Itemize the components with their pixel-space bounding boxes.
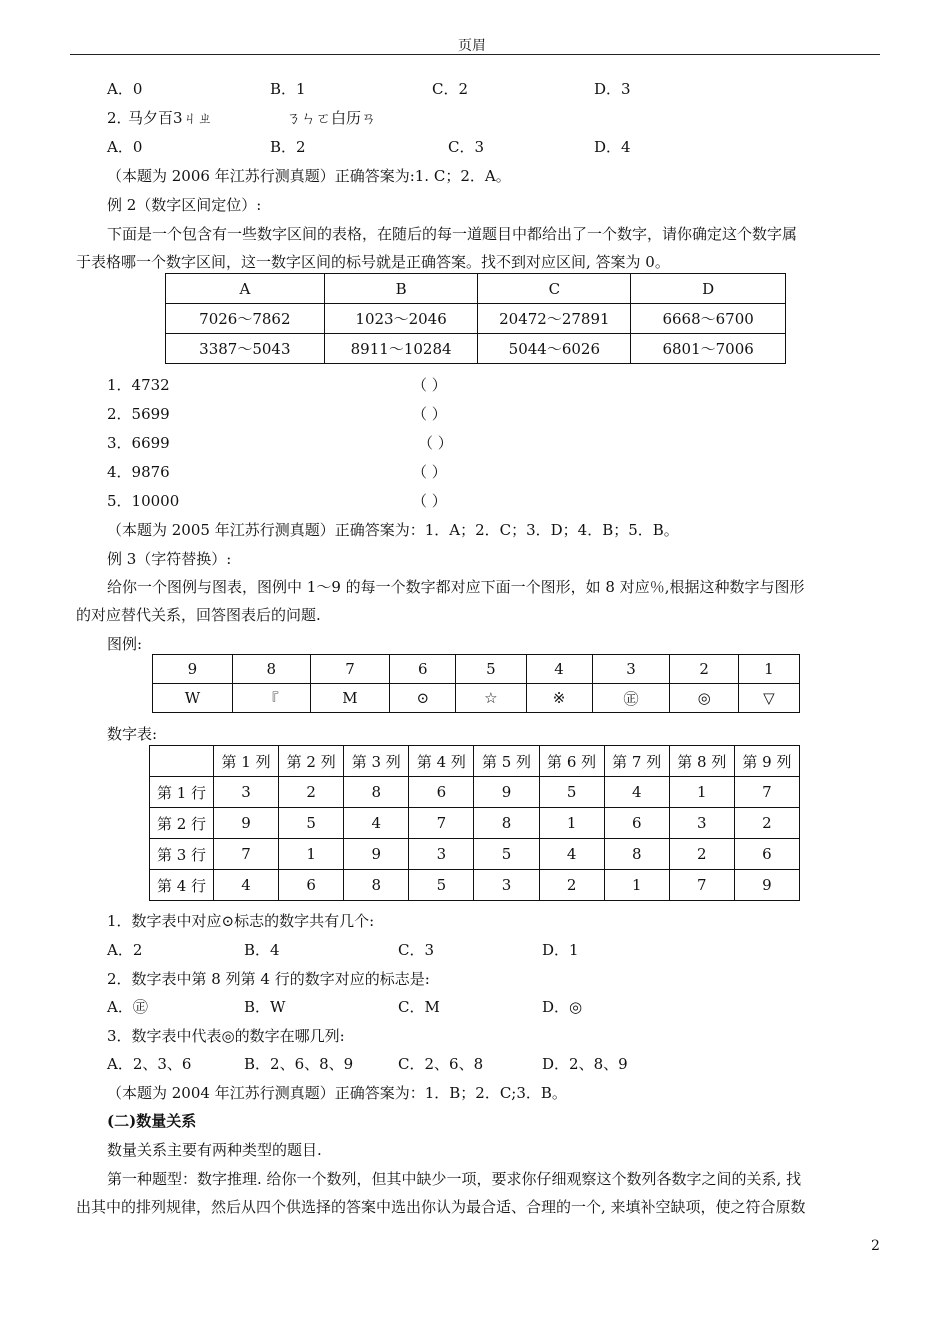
column-header: 第 3 列 xyxy=(344,746,409,777)
table-cell: 7 xyxy=(669,870,734,901)
example-3-para-line1: 给你一个图例与图表，图例中 1～9 的每一个数字都对应下面一个图形，如 8 对应％,根据这种数字与图形 xyxy=(107,578,805,596)
legend-digits-row xyxy=(153,655,800,684)
answer-2004: （本题为 2004 年江苏行测真题）正确答案为：1．B；2．C;3．B。 xyxy=(107,1084,567,1102)
q1-option-c: C．2 xyxy=(432,80,469,98)
table-row xyxy=(150,808,800,839)
table-cell: 7 xyxy=(734,777,799,808)
legend-digit: 3 xyxy=(592,655,670,684)
table-cell: 7 xyxy=(409,808,474,839)
example-3-question-2: 2．数字表中第 8 列第 4 行的数字对应的标志是: xyxy=(107,970,430,988)
table-cell: 1 xyxy=(539,808,604,839)
answer-blank[interactable]: （ ） xyxy=(412,463,447,481)
q2-option-d: D．4 xyxy=(594,138,631,156)
answer-blank[interactable]: （ ） xyxy=(412,376,447,394)
row-header: 第 3 行 xyxy=(150,839,214,870)
table-cell: 8 xyxy=(474,808,539,839)
table-row xyxy=(150,777,800,808)
example-3-para-line2: 的对应替代关系，回答图表后的问题. xyxy=(76,606,321,624)
legend-digit: 9 xyxy=(153,655,233,684)
example-3-title: 例 3（字符替换）: xyxy=(107,550,232,568)
table-cell: 5 xyxy=(539,777,604,808)
page-number: 2 xyxy=(871,1238,880,1254)
range-header-b: B xyxy=(324,274,478,304)
section-para-line2: 出其中的排列规律，然后从四个供选择的答案中选出你认为最合适、合理的一个, 来填补空缺项，使之符合原数 xyxy=(76,1198,806,1216)
legend-symbol: 『 xyxy=(232,684,310,713)
answer-blank[interactable]: （ ） xyxy=(412,405,447,423)
table-cell: 6 xyxy=(604,808,669,839)
answer-2006: （本题为 2006 年江苏行测真题）正确答案为:1. C；2．A。 xyxy=(107,167,511,185)
legend-symbol: ▽ xyxy=(738,684,799,713)
example-3-question-1: 1．数字表中对应⊙标志的数字共有几个: xyxy=(107,912,375,930)
ex3-q2-option-c: C．M xyxy=(398,998,440,1016)
q1-option-d: D．3 xyxy=(594,80,631,98)
table-cell: 2 xyxy=(279,777,344,808)
table-row xyxy=(150,870,800,901)
row-header: 第 4 行 xyxy=(150,870,214,901)
range-cell: 20472～27891 xyxy=(478,304,631,334)
ex3-q2-option-b: B．W xyxy=(244,998,286,1016)
ex3-q2-option-d: D．◎ xyxy=(542,998,583,1016)
q1-option-a: A．0 xyxy=(107,80,143,98)
column-header: 第 4 列 xyxy=(409,746,474,777)
table-cell: 9 xyxy=(474,777,539,808)
q2-left-text: 马夕百3ㄐㄓ xyxy=(128,109,213,127)
column-header: 第 1 列 xyxy=(214,746,279,777)
range-header-a: A xyxy=(166,274,325,304)
table-cell: 7 xyxy=(214,839,279,870)
table-cell: 8 xyxy=(344,870,409,901)
list-item: 1．4732 xyxy=(107,376,170,394)
table-cell: 4 xyxy=(344,808,409,839)
ex3-q3-option-a: A．2、3、6 xyxy=(107,1055,192,1073)
table-row xyxy=(150,839,800,870)
column-header: 第 7 列 xyxy=(604,746,669,777)
row-header: 第 1 行 xyxy=(150,777,214,808)
legend-symbol: ◎ xyxy=(670,684,739,713)
column-header: 第 9 列 xyxy=(734,746,799,777)
legend-digit: 5 xyxy=(456,655,526,684)
table-cell: 8 xyxy=(344,777,409,808)
legend-digit: 4 xyxy=(526,655,592,684)
ex3-q2-option-a: A．㊣ xyxy=(107,998,148,1016)
legend-digit: 7 xyxy=(310,655,390,684)
table-row xyxy=(166,304,786,334)
table-cell: 5 xyxy=(279,808,344,839)
header-rule xyxy=(70,54,880,55)
range-cell: 8911～10284 xyxy=(324,334,478,364)
table-cell: 3 xyxy=(214,777,279,808)
table-cell: 6 xyxy=(279,870,344,901)
table-cell: 3 xyxy=(474,870,539,901)
table-cell: 2 xyxy=(734,808,799,839)
q2-option-c: C．3 xyxy=(448,138,485,156)
legend-symbol: W xyxy=(153,684,233,713)
q2-option-a: A．0 xyxy=(107,138,143,156)
section-intro: 数量关系主要有两种类型的题目. xyxy=(107,1141,322,1159)
column-header: 第 5 列 xyxy=(474,746,539,777)
range-cell: 5044～6026 xyxy=(478,334,631,364)
legend-symbols-row xyxy=(153,684,800,713)
table-cell: 8 xyxy=(604,839,669,870)
legend-symbol: M xyxy=(310,684,390,713)
list-item: 2．5699 xyxy=(107,405,170,423)
number-table-corner xyxy=(150,746,214,777)
number-table-header-row xyxy=(150,746,800,777)
q2-number: 2． xyxy=(107,109,132,127)
example-2-para-line1: 下面是一个包含有一些数字区间的表格，在随后的每一道题目中都给出了一个数字，请你确定这个数字属 xyxy=(107,225,798,243)
table-cell: 3 xyxy=(409,839,474,870)
table-cell: 4 xyxy=(539,839,604,870)
legend-symbol: ㊣ xyxy=(592,684,670,713)
table-row xyxy=(166,334,786,364)
range-cell: 6801～7006 xyxy=(631,334,786,364)
legend-digit: 2 xyxy=(670,655,739,684)
row-header: 第 2 行 xyxy=(150,808,214,839)
range-cell: 1023～2046 xyxy=(324,304,478,334)
number-table-label: 数字表: xyxy=(107,725,158,743)
column-header: 第 2 列 xyxy=(279,746,344,777)
legend-symbol: ⊙ xyxy=(390,684,456,713)
range-table xyxy=(165,273,786,364)
answer-blank[interactable]: （ ） xyxy=(412,492,447,510)
column-header: 第 6 列 xyxy=(539,746,604,777)
legend-label: 图例: xyxy=(107,635,143,653)
legend-symbol: ※ xyxy=(526,684,592,713)
ex3-q1-option-d: D．1 xyxy=(542,941,579,959)
legend-digit: 6 xyxy=(390,655,456,684)
table-cell: 5 xyxy=(474,839,539,870)
range-cell: 6668～6700 xyxy=(631,304,786,334)
table-cell: 6 xyxy=(734,839,799,870)
range-header-c: C xyxy=(478,274,631,304)
ex3-q3-option-b: B．2、6、8、9 xyxy=(244,1055,354,1073)
legend-table xyxy=(152,654,800,713)
section-title: (二)数量关系 xyxy=(107,1112,197,1130)
ex3-q3-option-c: C．2、6、8 xyxy=(398,1055,484,1073)
table-cell: 5 xyxy=(409,870,474,901)
ex3-q1-option-b: B．4 xyxy=(244,941,280,959)
table-cell: 1 xyxy=(604,870,669,901)
table-cell: 9 xyxy=(344,839,409,870)
legend-digit: 8 xyxy=(232,655,310,684)
example-2-title: 例 2（数字区间定位）: xyxy=(107,196,262,214)
legend-symbol: ☆ xyxy=(456,684,526,713)
page-header: 页眉 xyxy=(458,38,486,54)
column-header: 第 8 列 xyxy=(669,746,734,777)
table-cell: 1 xyxy=(279,839,344,870)
range-cell: 7026～7862 xyxy=(166,304,325,334)
ex3-q1-option-c: C．3 xyxy=(398,941,435,959)
list-item: 5．10000 xyxy=(107,492,180,510)
example-3-question-3: 3．数字表中代表◎的数字在哪几列: xyxy=(107,1027,345,1045)
table-cell: 6 xyxy=(409,777,474,808)
answer-blank[interactable]: （ ） xyxy=(418,434,453,452)
range-table-header-row xyxy=(166,274,786,304)
table-cell: 1 xyxy=(669,777,734,808)
table-cell: 9 xyxy=(734,870,799,901)
table-cell: 4 xyxy=(604,777,669,808)
range-cell: 3387～5043 xyxy=(166,334,325,364)
q1-option-b: B．1 xyxy=(270,80,306,98)
list-item: 3．6699 xyxy=(107,434,170,452)
q2-right-text: ㄋㄣㄛ白历ㄢ xyxy=(286,109,377,127)
table-cell: 3 xyxy=(669,808,734,839)
number-table xyxy=(149,745,800,901)
q2-option-b: B．2 xyxy=(270,138,306,156)
table-cell: 2 xyxy=(669,839,734,870)
list-item: 4．9876 xyxy=(107,463,170,481)
range-header-d: D xyxy=(631,274,786,304)
section-para-line1: 第一种题型：数字推理. 给你一个数列，但其中缺少一项，要求你仔细观察这个数列各数字之间的关系, 找 xyxy=(107,1170,802,1188)
ex3-q1-option-a: A．2 xyxy=(107,941,143,959)
ex3-q3-option-d: D．2、8、9 xyxy=(542,1055,628,1073)
legend-digit: 1 xyxy=(738,655,799,684)
table-cell: 4 xyxy=(214,870,279,901)
answer-2005: （本题为 2005 年江苏行测真题）正确答案为：1．A；2．C；3．D；4．B；5．B。 xyxy=(107,521,679,539)
example-2-para-line2: 于表格哪一个数字区间，这一数字区间的标号就是正确答案。找不到对应区间, 答案为 0。 xyxy=(76,253,670,271)
table-cell: 2 xyxy=(539,870,604,901)
table-cell: 9 xyxy=(214,808,279,839)
